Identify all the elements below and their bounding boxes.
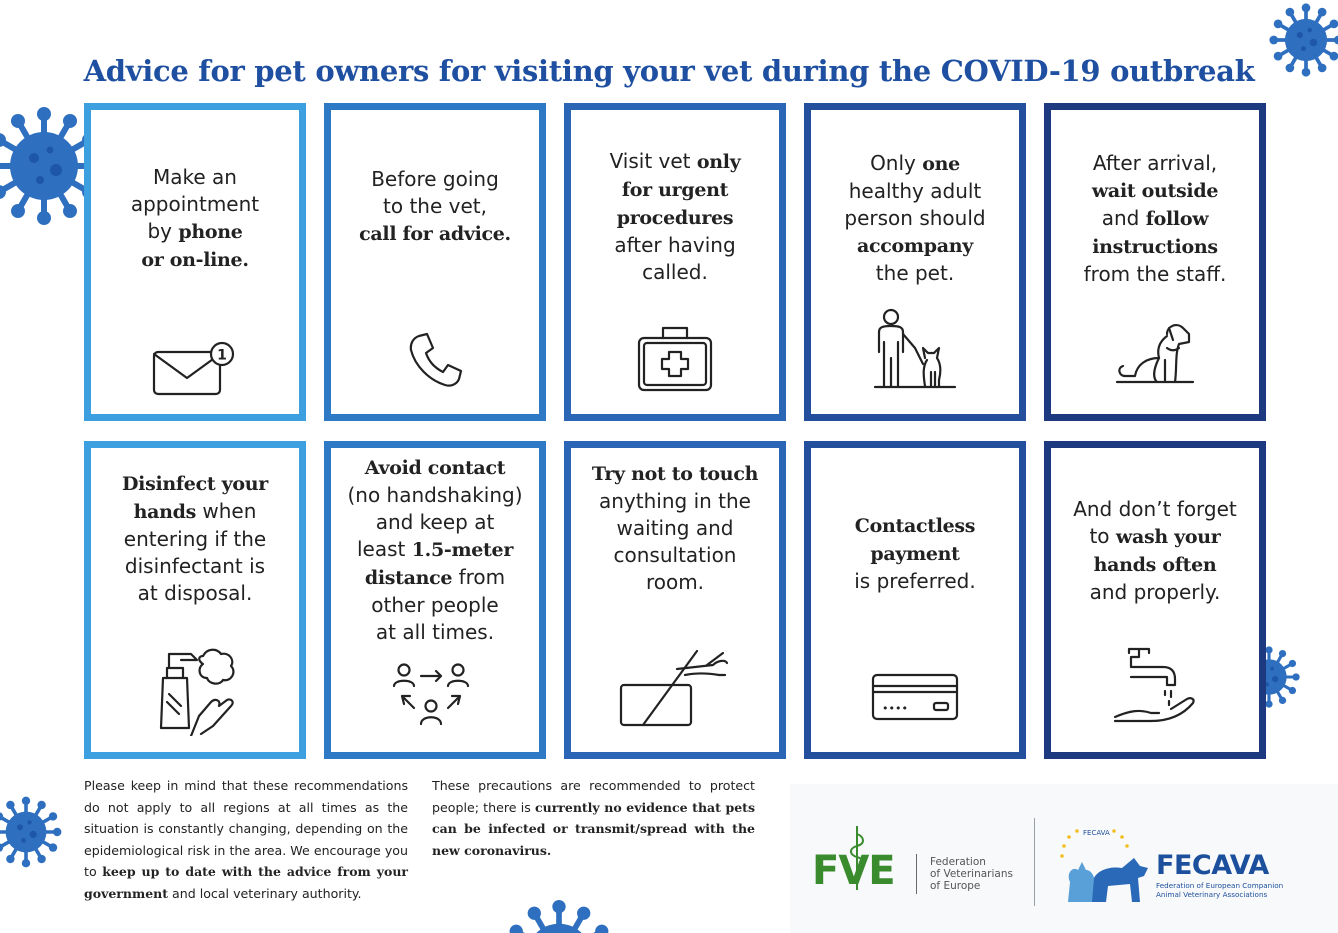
advice-emphasis: only for urgent procedures (616, 151, 741, 229)
fve-separator (916, 854, 917, 894)
note-regional-advice (84, 775, 408, 904)
credit-card-icon (870, 672, 960, 726)
note-pets-evidence (432, 775, 755, 861)
fve-name-line1: Federation (930, 856, 986, 868)
advice-text: is preferred. (854, 569, 976, 593)
advice-emphasis: follow instructions (1092, 208, 1218, 258)
advice-card-text (579, 460, 771, 596)
fve-logo (812, 824, 1027, 900)
fecava-name-line1: Federation of European Companion (1156, 881, 1284, 890)
advice-text: from the staff. (1083, 262, 1227, 286)
fve-abbr: FVE (812, 848, 895, 894)
advice-card-call (324, 103, 546, 421)
advice-emphasis: Contactless payment (854, 515, 976, 565)
fecava-arc-text: FECAVA (1083, 829, 1110, 837)
advice-card-text (1059, 496, 1251, 606)
advice-text: when entering if the disinfectant is at disposal. (123, 499, 267, 605)
first-aid-kit-icon (635, 322, 715, 398)
advice-text: and (1101, 206, 1146, 230)
advice-card-text (579, 148, 771, 286)
advice-text: Before going to the vet, (371, 167, 499, 218)
virus-icon (0, 785, 78, 885)
advice-emphasis: one (922, 153, 960, 175)
virus-icon (484, 856, 634, 933)
advice-card-text (819, 512, 1011, 595)
advice-card-contactless (804, 441, 1026, 759)
person-with-dog-icon (871, 308, 959, 394)
note-emphasis: currently no evidence that pets can be infected or transmit/spread with the new coronavirus. (432, 799, 755, 858)
advice-card-wash-hands (1044, 441, 1266, 759)
advice-emphasis: 1.5-meter distance (364, 539, 514, 589)
fecava-logo (1048, 822, 1288, 906)
advice-text: And don’t forget to (1073, 497, 1237, 548)
advice-text: (no handshaking) and keep at least (347, 483, 523, 561)
note-text: and local veterinary authority. (168, 885, 362, 901)
advice-emphasis: accompany (857, 235, 973, 257)
advice-card-text (99, 164, 291, 274)
advice-text: After arrival, (1092, 151, 1218, 175)
envelope-notification-icon (150, 338, 240, 402)
note-text: These precautions are recommended to protect people; there is (432, 778, 755, 815)
fecava-cat-dog-icon (1048, 822, 1158, 906)
advice-emphasis: wait outside (1091, 180, 1219, 202)
advice-emphasis: wash your hands often (1093, 526, 1221, 576)
advice-card-appointment (84, 103, 306, 421)
advice-card-text (339, 454, 531, 646)
advice-card-text (99, 470, 291, 607)
advice-card-disinfect (84, 441, 306, 759)
sitting-dog-icon (1113, 320, 1197, 390)
fve-name-line3: of Europe (930, 880, 981, 892)
advice-card-avoid-contact (324, 441, 546, 759)
advice-card-urgent (564, 103, 786, 421)
page-title: Advice for pet owners for visiting your vet during the COVID-19 outbreak (83, 54, 1255, 88)
advice-card-text (819, 150, 1011, 287)
advice-text: the pet. (875, 261, 955, 285)
advice-emphasis: phone or on-line. (141, 221, 249, 271)
advice-text: healthy adult person should (844, 179, 986, 230)
advice-text: Visit vet (609, 149, 697, 173)
advice-card-one-person (804, 103, 1026, 421)
fve-name-line2: of Veterinarians (930, 868, 1013, 880)
advice-card-text (339, 166, 531, 248)
advice-emphasis: Avoid contact (364, 457, 506, 479)
advice-text: anything in the waiting and consultation room. (599, 489, 751, 594)
hand-washing-icon (1109, 645, 1201, 729)
advice-emphasis: Disinfect your hands (122, 473, 268, 523)
notification-count: 1 (217, 347, 227, 364)
phone-icon (405, 330, 465, 394)
note-emphasis: keep up to date with the advice from your government (84, 864, 409, 901)
advice-card-text (1059, 150, 1251, 288)
distancing-people-icon (390, 662, 480, 732)
card-number-dots: •••• (882, 702, 908, 715)
advice-emphasis: call for advice. (359, 223, 511, 245)
fecava-abbr: FECAVA (1156, 850, 1269, 881)
advice-emphasis: Try not to touch (591, 463, 759, 485)
advice-text: from other people at all times. (371, 565, 506, 644)
spray-hands-icon (151, 644, 239, 740)
fecava-name-line2: Animal Veterinary Associations (1156, 890, 1268, 899)
logo-divider (1034, 818, 1035, 906)
advice-text: after having called. (614, 233, 736, 284)
advice-text: Only (870, 151, 923, 175)
advice-text: Make an appointment by (130, 165, 260, 243)
advice-text: and properly. (1089, 580, 1221, 604)
advice-card-wait-outside (1044, 103, 1266, 421)
advice-card-no-touch (564, 441, 786, 759)
no-touch-icon (615, 645, 735, 733)
note-text: Please keep in mind that these recommendations do not apply to all regions at all times as the situation is constantly changing, depending on the epidemiological risk in the area. We encourage you to (84, 778, 408, 879)
